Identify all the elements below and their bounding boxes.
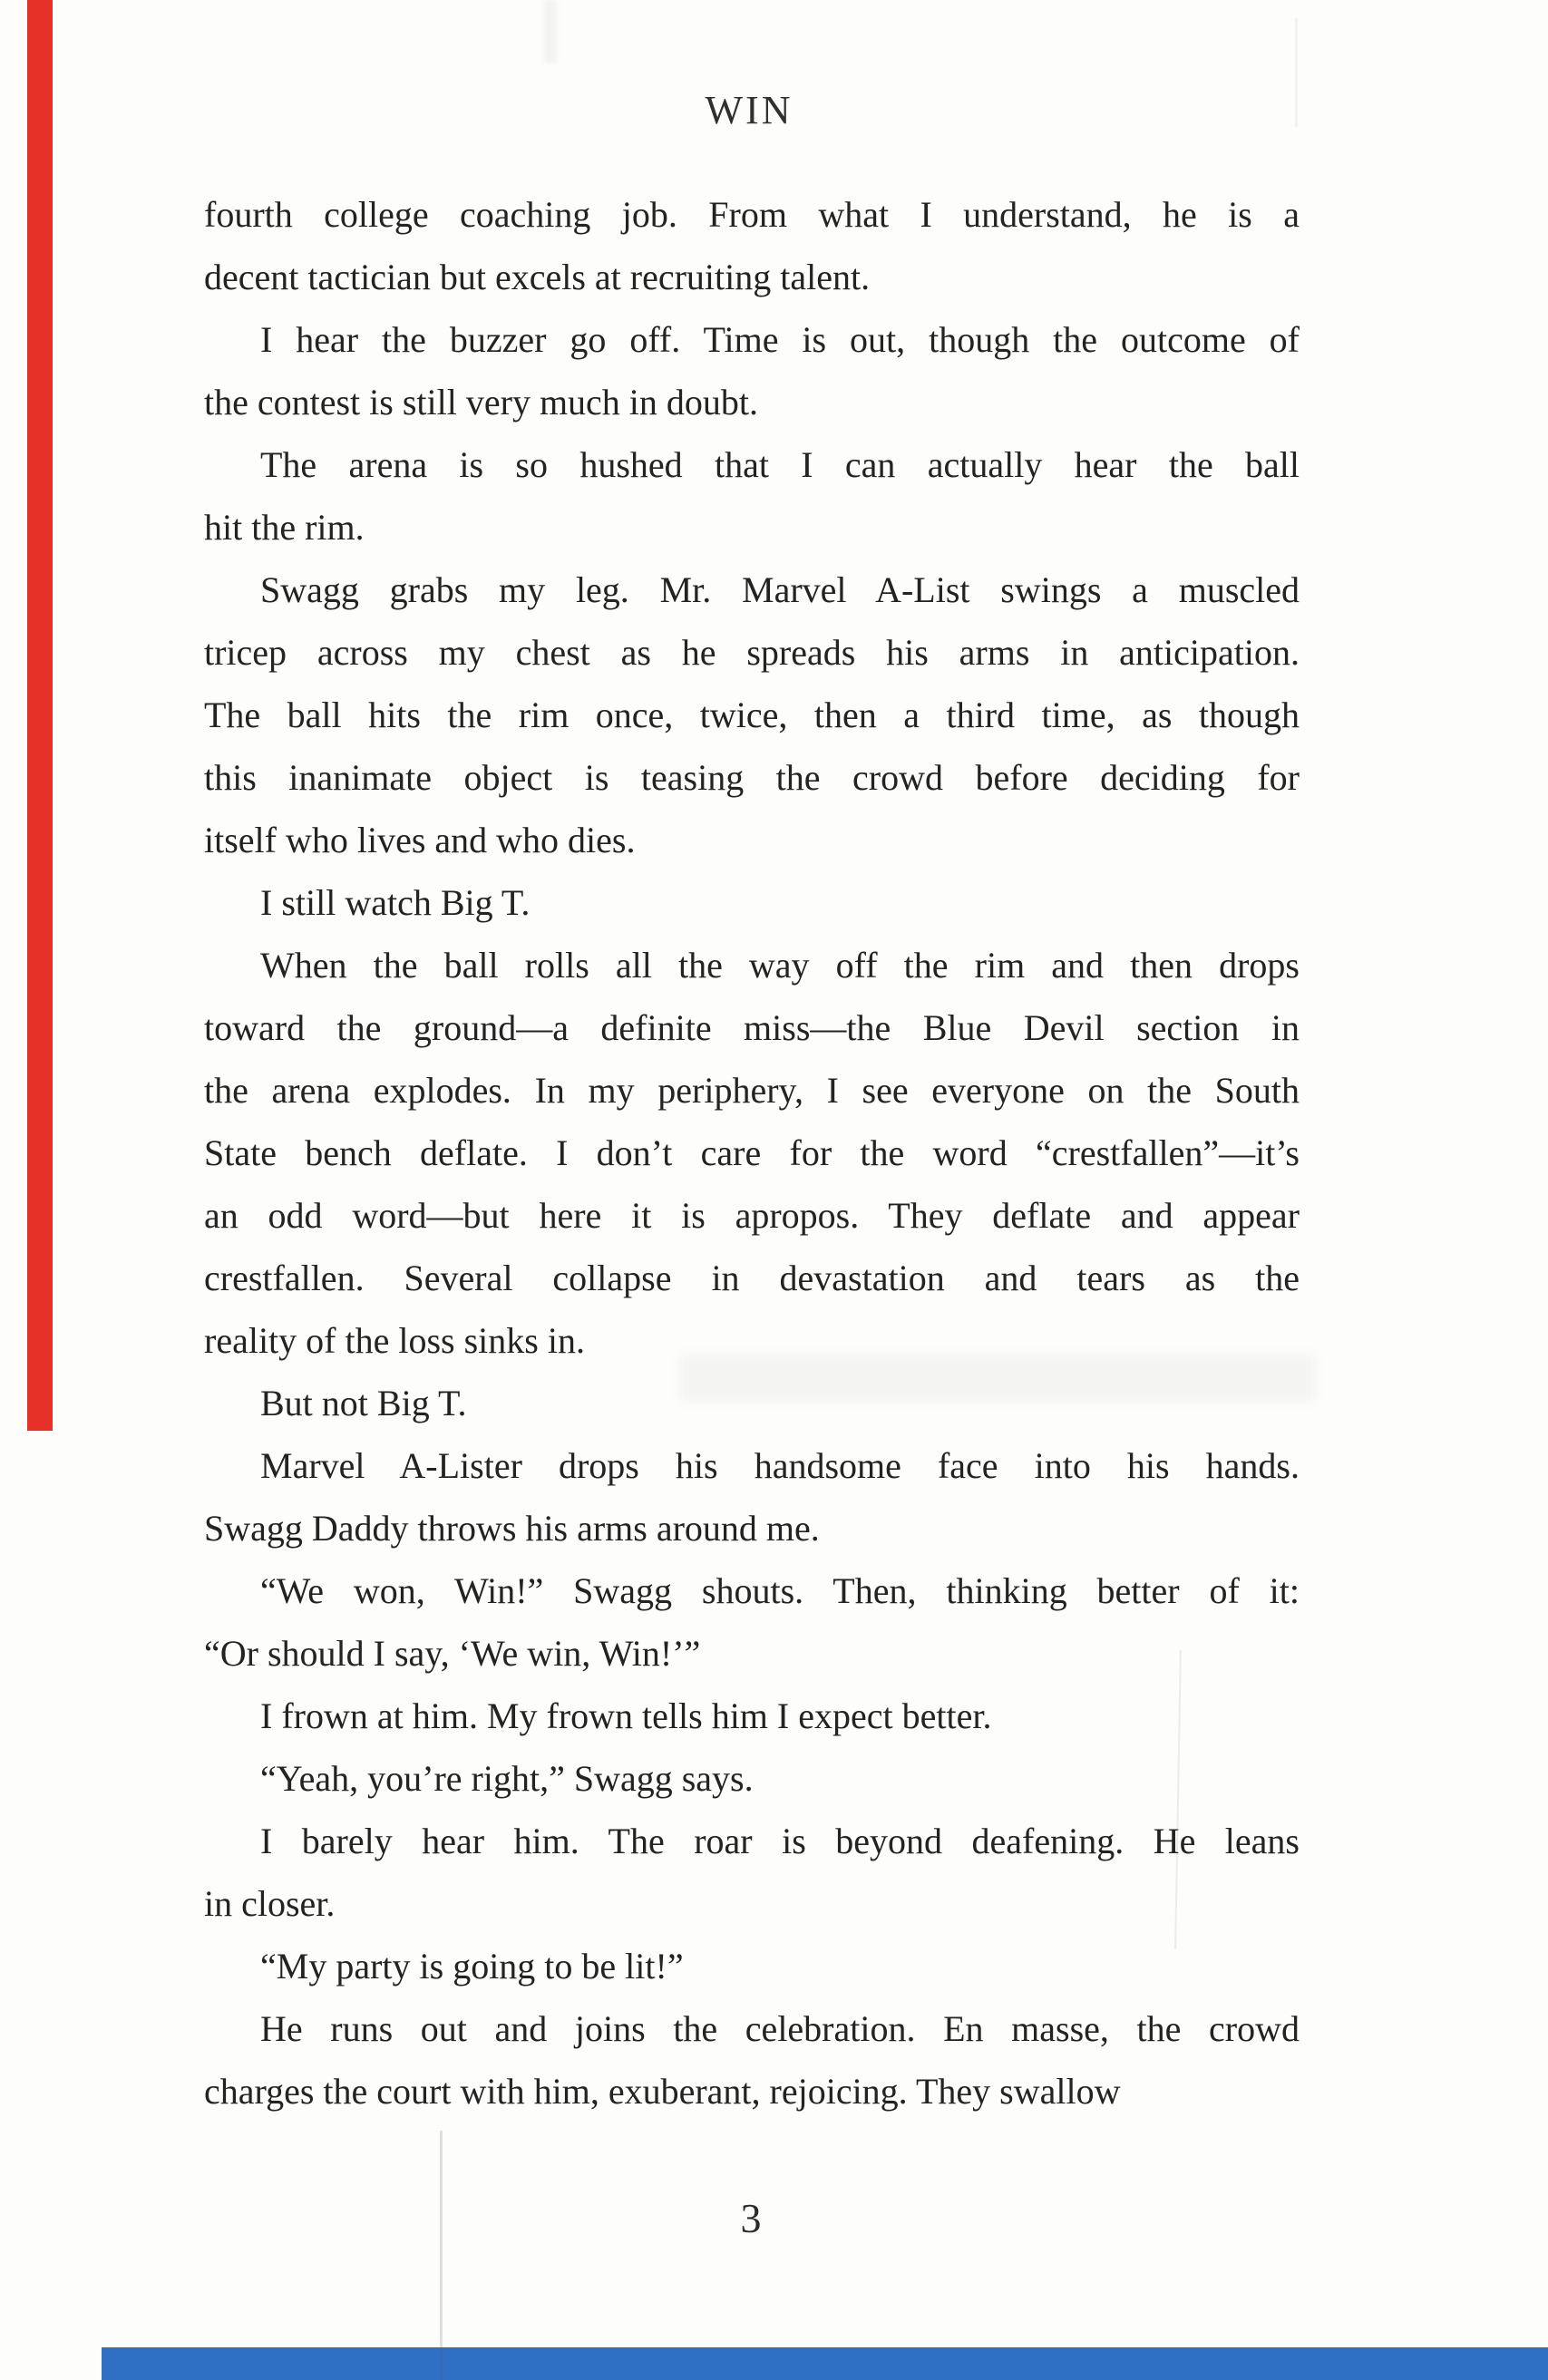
- body-text-line: crestfallen. Several collapse in devastation and tears as the: [204, 1258, 1300, 1298]
- body-text-line: the arena explodes. In my periphery, I see everyone on the South: [204, 1070, 1300, 1111]
- body-text-line: tricep across my chest as he spreads his arms in anticipation.: [204, 632, 1300, 673]
- body-text-line: I still watch Big T.: [260, 882, 531, 923]
- body-text-line: I hear the buzzer go off. Time is out, though the outcome of: [260, 319, 1300, 360]
- body-text-line: charges the court with him, exuberant, rejoicing. They swallow: [204, 2071, 1121, 2112]
- body-text-line: Swagg Daddy throws his arms around me.: [204, 1508, 820, 1549]
- body-text-line: “Yeah, you’re right,” Swagg says.: [260, 1758, 754, 1799]
- body-text-line: State bench deflate. I don’t care for the word “crestfallen”—it’s: [204, 1132, 1300, 1173]
- body-text-line: The ball hits the rim once, twice, then a third time, as though: [204, 695, 1300, 735]
- body-text-line: When the ball rolls all the way off the rim and then drops: [260, 945, 1300, 986]
- bottom-blue-scan-stripe: [102, 2347, 1548, 2380]
- scan-crease-line: [440, 2131, 443, 2380]
- body-text-line: “Or should I say, ‘We win, Win!’”: [204, 1633, 701, 1674]
- body-text-line: I frown at him. My frown tells him I expect better.: [260, 1695, 992, 1736]
- running-head-title: WIN: [705, 88, 793, 132]
- body-text-line: in closer.: [204, 1883, 336, 1924]
- left-red-scan-stripe: [27, 0, 53, 1431]
- body-text-line: fourth college coaching job. From what I understand, he is a: [204, 194, 1300, 235]
- body-text-line: Swagg grabs my leg. Mr. Marvel A-List swings a muscled: [260, 569, 1300, 610]
- body-text-line: But not Big T.: [260, 1383, 467, 1423]
- body-text-line: an odd word—but here it is apropos. They deflate and appear: [204, 1195, 1300, 1236]
- page-number: 3: [740, 2195, 762, 2241]
- body-text-line: hit the rim.: [204, 507, 365, 548]
- body-text-line: this inanimate object is teasing the crowd before deciding for: [204, 757, 1300, 798]
- body-text-line: Marvel A-Lister drops his handsome face into his hands.: [260, 1445, 1300, 1486]
- body-text-line: “My party is going to be lit!”: [260, 1946, 684, 1987]
- body-text-line: reality of the loss sinks in.: [204, 1320, 585, 1361]
- body-text-line: He runs out and joins the celebration. En masse, the crowd: [260, 2008, 1300, 2049]
- body-text-line: itself who lives and who dies.: [204, 820, 636, 860]
- body-text-line: The arena is so hushed that I can actually hear the ball: [260, 444, 1300, 485]
- body-text-line: “We won, Win!” Swagg shouts. Then, thinking better of it:: [260, 1570, 1300, 1611]
- text-block: [204, 183, 1300, 2123]
- scan-smudge: [544, 0, 557, 63]
- body-text-line: the contest is still very much in doubt.: [204, 382, 759, 423]
- body-text-line: toward the ground—a definite miss—the Blue Devil section in: [204, 1007, 1300, 1048]
- body-text-line: decent tactician but excels at recruiting talent.: [204, 257, 871, 297]
- body-text-line: I barely hear him. The roar is beyond deafening. He leans: [260, 1821, 1300, 1861]
